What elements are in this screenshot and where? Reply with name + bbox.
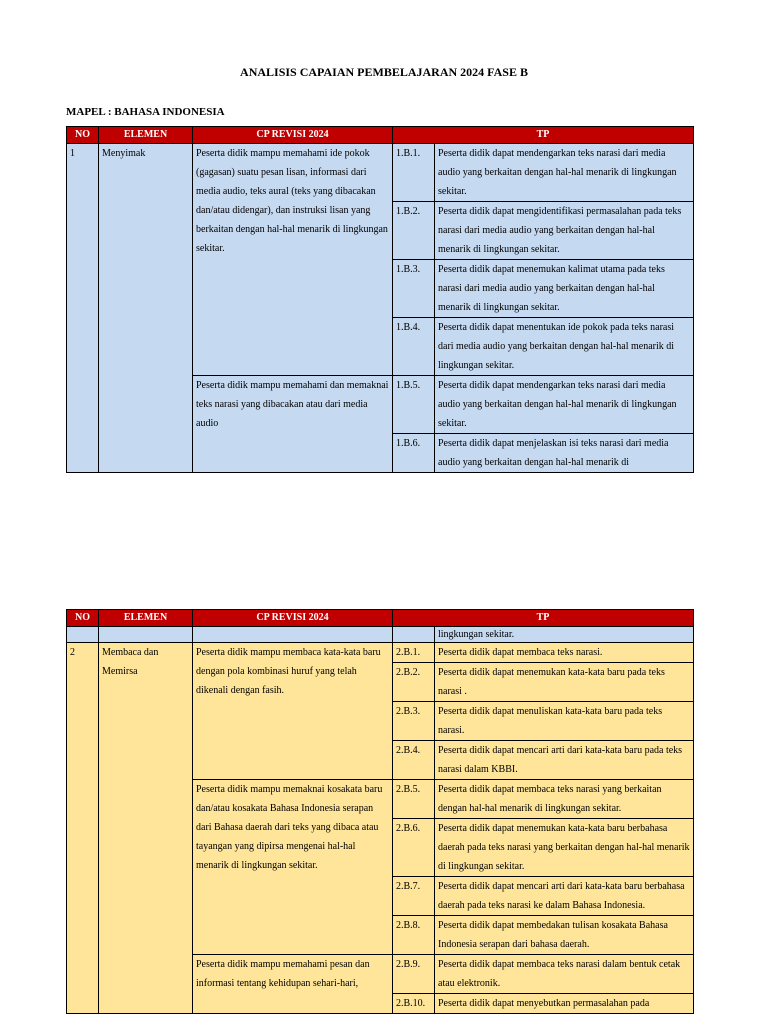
header-elemen: ELEMEN	[99, 127, 193, 144]
element-name: Menyimak	[99, 144, 193, 473]
header-tp: TP	[393, 127, 694, 144]
tp-text: Peserta didik dapat menentukan ide pokok pada teks narasi dari media audio yang berkaitan dengan hal-hal menarik di lingkungan sekitar.	[435, 318, 694, 376]
tp-text: Peserta didik dapat mengidentifikasi permasalahan pada teks narasi dari media audio yang berkaitan dengan hal-hal menarik di lingkungan sekitar.	[435, 202, 694, 260]
tp-text: Peserta didik dapat membedakan tulisan kosakata Bahasa Indonesia serapan dari bahasa daerah.	[435, 916, 694, 955]
table-header-row	[67, 610, 694, 627]
tp-code: 2.B.7.	[393, 877, 435, 916]
header-cp: CP REVISI 2024	[193, 610, 393, 627]
tp-code: 1.B.2.	[393, 202, 435, 260]
header-no: NO	[67, 127, 99, 144]
tp-code: 1.B.4.	[393, 318, 435, 376]
tp-text: Peserta didik dapat mendengarkan teks narasi dari media audio yang berkaitan dengan hal-hal menarik di lingkungan sekitar.	[435, 376, 694, 434]
tp-text: Peserta didik dapat menyebutkan permasalahan pada	[435, 994, 694, 1014]
tp-text: Peserta didik dapat membaca teks narasi.	[435, 643, 694, 663]
tp-text: Peserta didik dapat mencari arti dari kata-kata baru berbahasa daerah pada teks narasi ke dalam Bahasa Indonesia.	[435, 877, 694, 916]
tp-text: lingkungan sekitar.	[435, 627, 694, 643]
tp-text: Peserta didik dapat membaca teks narasi dalam bentuk cetak atau elektronik.	[435, 955, 694, 994]
cp-text: Peserta didik mampu memaknai kosakata baru dan/atau kosakata Bahasa Indonesia serapan dari Bahasa daerah dari teks yang dibaca atau tayangan yang dipirsa mengenai hal-hal menarik di lingkungan sekitar.	[193, 780, 393, 955]
cp-text: Peserta didik mampu memahami pesan dan informasi tentang kehidupan sehari-hari,	[193, 955, 393, 1014]
analysis-table-2	[66, 609, 694, 1014]
header-tp: TP	[393, 610, 694, 627]
subject-label: MAPEL : BAHASA INDONESIA	[66, 106, 225, 118]
table-row	[67, 643, 694, 663]
header-elemen: ELEMEN	[99, 610, 193, 627]
tp-code: 1.B.6.	[393, 434, 435, 473]
element-name: Membaca dan Memirsa	[99, 643, 193, 1014]
analysis-table-1	[66, 126, 694, 473]
cp-text: Peserta didik mampu memahami dan memaknai teks narasi yang dibacakan atau dari media audio	[193, 376, 393, 473]
tp-code: 2.B.8.	[393, 916, 435, 955]
tp-code: 2.B.4.	[393, 741, 435, 780]
tp-code: 1.B.5.	[393, 376, 435, 434]
tp-code: 2.B.3.	[393, 702, 435, 741]
table-row	[67, 144, 694, 202]
tp-code: 2.B.9.	[393, 955, 435, 994]
tp-code: 2.B.5.	[393, 780, 435, 819]
cp-text: Peserta didik mampu memahami ide pokok (gagasan) suatu pesan lisan, informasi dari media audio, teks aural (teks yang dibacakan dan/atau didengar), dan instruksi lisan yang berkaitan dengan hal-hal menarik di lingkungan sekitar.	[193, 144, 393, 376]
tp-code: 2.B.2.	[393, 663, 435, 702]
row-number: 1	[67, 144, 99, 473]
tp-code: 2.B.10.	[393, 994, 435, 1014]
tp-text: Peserta didik dapat menemukan kata-kata baru berbahasa daerah pada teks narasi yang berkaitan dengan hal-hal menarik di lingkungan sekitar.	[435, 819, 694, 877]
empty-cell	[193, 627, 393, 643]
row-number: 2	[67, 643, 99, 1014]
empty-cell	[99, 627, 193, 643]
tp-text: Peserta didik dapat mendengarkan teks narasi dari media audio yang berkaitan dengan hal-hal menarik di lingkungan sekitar.	[435, 144, 694, 202]
tp-code: 1.B.1.	[393, 144, 435, 202]
tp-text: Peserta didik dapat membaca teks narasi yang berkaitan dengan hal-hal menarik di lingkungan sekitar.	[435, 780, 694, 819]
tp-text: Peserta didik dapat menjelaskan isi teks narasi dari media audio yang berkaitan dengan hal-hal menarik di	[435, 434, 694, 473]
document-title: ANALISIS CAPAIAN PEMBELAJARAN 2024 FASE B	[240, 65, 528, 79]
cp-text: Peserta didik mampu membaca kata-kata baru dengan pola kombinasi huruf yang telah dikenali dengan fasih.	[193, 643, 393, 780]
tp-code: 2.B.1.	[393, 643, 435, 663]
empty-cell	[67, 627, 99, 643]
tp-text: Peserta didik dapat menemukan kalimat utama pada teks narasi dari media audio yang berkaitan dengan hal-hal menarik di lingkungan sekitar.	[435, 260, 694, 318]
header-no: NO	[67, 610, 99, 627]
continuation-row	[67, 627, 694, 643]
tp-text: Peserta didik dapat menuliskan kata-kata baru pada teks narasi.	[435, 702, 694, 741]
table-header-row	[67, 127, 694, 144]
tp-text: Peserta didik dapat menemukan kata-kata baru pada teks narasi .	[435, 663, 694, 702]
header-cp: CP REVISI 2024	[193, 127, 393, 144]
tp-code: 2.B.6.	[393, 819, 435, 877]
empty-cell	[393, 627, 435, 643]
tp-code: 1.B.3.	[393, 260, 435, 318]
tp-text: Peserta didik dapat mencari arti dari kata-kata baru pada teks narasi dalam KBBI.	[435, 741, 694, 780]
